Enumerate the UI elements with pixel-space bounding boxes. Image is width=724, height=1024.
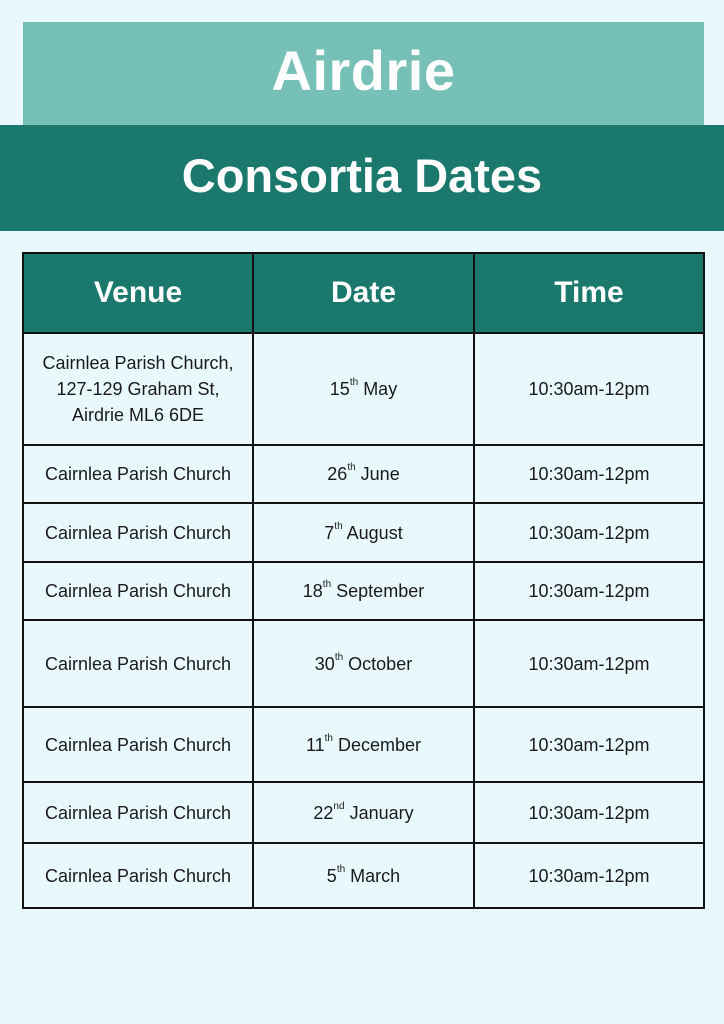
table-row: [23, 445, 704, 503]
date-month: January: [349, 802, 414, 823]
date-cell: [253, 503, 474, 562]
venue-line: Airdrie ML6 6DE: [71, 405, 205, 425]
date-day: 18: [302, 581, 323, 601]
page-title: Airdrie: [271, 38, 456, 102]
date-ordinal: th: [349, 377, 359, 388]
date-ordinal: th: [324, 732, 333, 744]
venue-line: Cairnlea Parish Church: [44, 802, 232, 823]
venue-cell: [23, 562, 253, 620]
date-month: October: [348, 653, 413, 674]
date-ordinal: nd: [333, 800, 345, 812]
table-row: [23, 707, 704, 782]
date-month: September: [336, 581, 425, 601]
venue-cell: [23, 782, 253, 843]
date-day: 22: [313, 802, 334, 823]
time-cell: 10:30am-12pm: [474, 843, 704, 908]
date-column-header: Date: [253, 253, 474, 333]
venue-line: 127-129 Graham St,: [56, 379, 220, 399]
venue-line: Cairnlea Parish Church,: [42, 353, 234, 373]
table-row: [23, 620, 704, 707]
date-day: 11: [305, 734, 325, 755]
date-day: 7: [324, 522, 335, 543]
date-month: March: [350, 865, 401, 886]
table-header-row: [23, 253, 704, 333]
time-cell: 10:30am-12pm: [474, 503, 704, 562]
time-cell: 10:30am-12pm: [474, 707, 704, 782]
table-row: [23, 843, 704, 908]
table-row: [23, 333, 704, 445]
time-cell: 10:30am-12pm: [474, 782, 704, 843]
date-ordinal: th: [336, 863, 346, 875]
time-column-header: Time: [474, 253, 704, 333]
date-cell: [253, 707, 474, 782]
venue-line: Cairnlea Parish Church: [44, 522, 232, 543]
venue-line: Cairnlea Parish Church: [44, 865, 232, 886]
time-cell: 10:30am-12pm: [474, 562, 704, 620]
venue-cell: [23, 503, 253, 562]
date-ordinal: th: [322, 579, 332, 590]
time-cell: 10:30am-12pm: [474, 333, 704, 445]
date-ordinal: th: [347, 462, 356, 473]
date-day: 5: [326, 865, 337, 886]
table-row: [23, 503, 704, 562]
venue-cell: [23, 707, 253, 782]
time-cell: 10:30am-12pm: [474, 620, 704, 707]
date-day: 26: [327, 464, 348, 484]
date-ordinal: th: [334, 520, 343, 532]
venue-cell: [23, 620, 253, 707]
date-cell: [253, 782, 474, 843]
table-row: [23, 562, 704, 620]
venue-cell: [23, 445, 253, 503]
date-month: June: [360, 464, 400, 484]
consortia-dates-table: [22, 252, 705, 909]
date-day: 15: [329, 379, 350, 399]
venue-cell: [23, 843, 253, 908]
table-body: [23, 333, 704, 908]
date-cell: [253, 445, 474, 503]
title-banner: [23, 22, 704, 125]
date-ordinal: th: [334, 651, 344, 663]
venue-line: Cairnlea Parish Church: [44, 653, 232, 674]
date-cell: [253, 620, 474, 707]
page-subtitle: Consortia Dates: [181, 148, 543, 202]
venue-column-header: Venue: [23, 253, 253, 333]
venue-line: Cairnlea Parish Church: [44, 464, 232, 484]
time-cell: 10:30am-12pm: [474, 445, 704, 503]
date-day: 30: [314, 653, 335, 674]
venue-cell: [23, 333, 253, 445]
table-row: [23, 782, 704, 843]
date-cell: [253, 562, 474, 620]
venue-line: Cairnlea Parish Church: [44, 734, 232, 755]
venue-line: Cairnlea Parish Church: [44, 581, 232, 601]
date-cell: [253, 333, 474, 445]
date-month: August: [346, 522, 403, 543]
date-cell: [253, 843, 474, 908]
date-month: May: [363, 379, 398, 399]
subtitle-banner: [0, 125, 724, 231]
date-month: December: [338, 734, 422, 755]
